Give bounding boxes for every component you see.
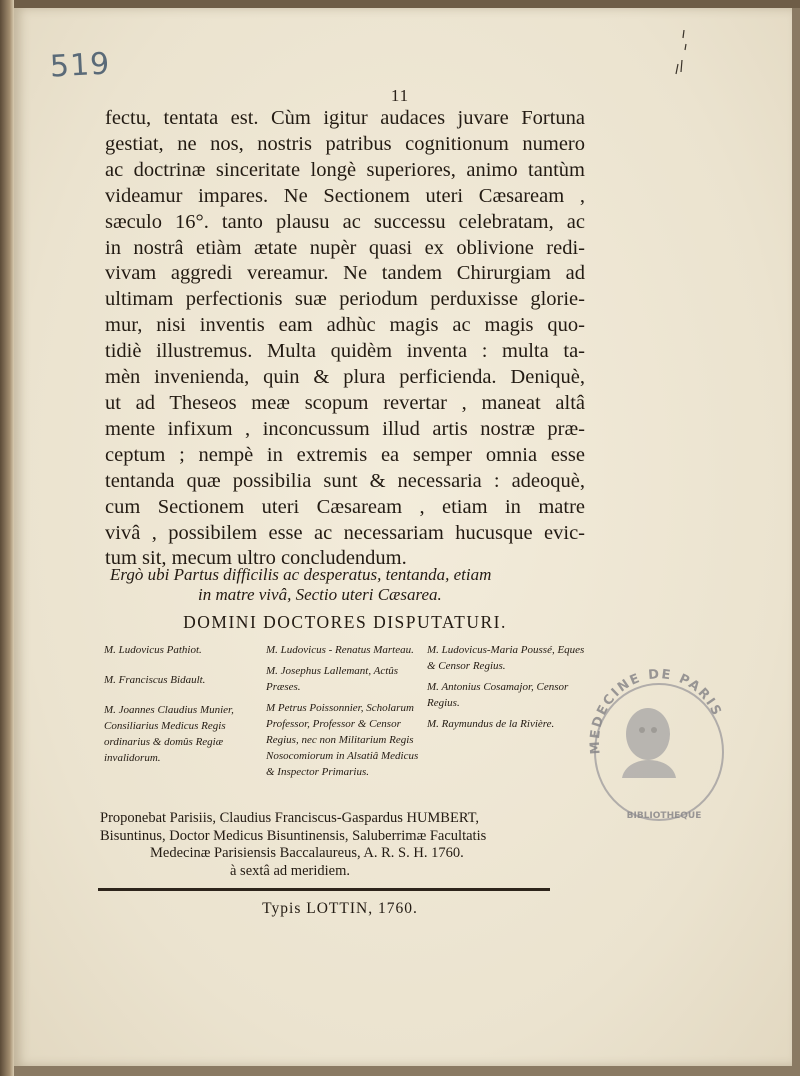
page-number: 11 bbox=[390, 86, 410, 105]
doctor-entry: M. Ludovicus Pathiot. bbox=[104, 644, 202, 656]
library-stamp bbox=[582, 658, 730, 826]
section-heading: DOMINI DOCTORES DISPUTATURI. bbox=[183, 612, 507, 632]
imprint-line-2: Bisuntinus, Doctor Medicus Bisuntinensis, Saluberrimæ Facultatis bbox=[100, 827, 487, 844]
body-line: tidiè illustremus. Multa quidèm inventa : multa ta- bbox=[105, 340, 585, 363]
page-top-edge bbox=[0, 0, 800, 8]
body-line: ac doctrinæ sinceritate longè superiores, animo tantùm bbox=[105, 158, 585, 181]
body-line: mèn invenienda, quin & plura perficienda. Deniquè, bbox=[105, 366, 585, 389]
conclusion bbox=[110, 565, 580, 605]
doctor-entry: M. Joannes Claudius Munier, Consiliarius Medicus Regis ordinarius & domûs Regiæ invalidorum. bbox=[104, 704, 234, 764]
body-line: tum sit, mecum ultro concludendum. bbox=[105, 547, 407, 570]
conclusion-line-1: Ergò ubi Partus difficilis ac desperatus, tentanda, etiam bbox=[110, 565, 492, 584]
margin-marks bbox=[670, 30, 700, 90]
stamp-bottom-text: BIBLIOTHEQUE bbox=[626, 811, 702, 821]
body-line: gestiat, ne nos, nostris patribus cognitionum numero bbox=[105, 132, 585, 155]
imprint-line-4: à sextâ ad meridiem. bbox=[230, 862, 350, 879]
doctor-entry: M. Raymundus de la Rivière. bbox=[427, 718, 555, 730]
doctor-entry: M. Josephus Lallemant, Actûs Præses. bbox=[266, 665, 399, 693]
body-line: mente infixum , inconcussum illud artis nostræ præ- bbox=[105, 417, 585, 440]
doctor-entry: M. Ludovicus - Renatus Marteau. bbox=[266, 644, 414, 656]
doctor-entry: M. Franciscus Bidault. bbox=[104, 674, 206, 686]
bust-portrait-icon bbox=[622, 708, 676, 778]
body-line: ultimam perfectionis suæ periodum perduxisse glorie- bbox=[105, 288, 585, 311]
body-text bbox=[105, 106, 585, 572]
doctor-entry: M Petrus Poissonnier, Scholarum Professor, Professor & Censor Regius, nec non Militarium Regis Nosocomiorum in Alsatiâ Medicus & Inspector Primarius. bbox=[266, 702, 419, 778]
body-line: in nostrâ etiàm ætate nupèr quasi ex oblivione redi- bbox=[105, 236, 585, 259]
body-line: cum Sectionem uteri Cæsaream , etiam in matre bbox=[105, 495, 585, 518]
body-line: vivam aggredi vereamur. Ne tandem Chirurgiam ad bbox=[105, 262, 585, 285]
body-line: ceptum ; nempè in extremis ea semper omnia esse bbox=[105, 443, 585, 466]
doctors-column-2 bbox=[266, 642, 421, 785]
body-line: vivâ , possibilem esse ac necessariam hucusque evic- bbox=[105, 521, 585, 544]
imprint bbox=[100, 810, 570, 880]
shelfmark: 519 bbox=[49, 46, 112, 85]
body-line: sæculo 16°. tanto plausu ac successu celebratam, ac bbox=[105, 210, 585, 233]
body-line: videamur impares. Ne Sectionem uteri Cæsaream , bbox=[105, 184, 585, 207]
imprint-line-1: Proponebat Parisiis, Claudius Franciscus-Gaspardus HUMBERT, bbox=[100, 810, 480, 826]
doctors-column-3 bbox=[427, 642, 587, 737]
body-line: ut ad Theseos meæ scopum revertar , maneat altâ bbox=[105, 391, 585, 414]
stamp-outer-text: MEDECINE DE PARIS bbox=[587, 667, 725, 755]
conclusion-line-2: in matre vivâ, Sectio uteri Cæsarea. bbox=[198, 585, 442, 604]
printer-line: Typis LOTTIN, 1760. bbox=[262, 900, 418, 917]
horizontal-rule bbox=[98, 888, 550, 891]
doctor-entry: M. Ludovicus-Maria Poussé, Eques & Censor Regius. bbox=[427, 644, 585, 672]
body-line: fectu, tentata est. Cùm igitur audaces juvare Fortuna bbox=[105, 107, 585, 129]
doctors-column-1 bbox=[104, 642, 259, 771]
body-line: mur, nisi inventis eam adhùc magis ac magis quo- bbox=[105, 314, 585, 337]
imprint-line-3: Medecinæ Parisiensis Baccalaureus, A. R. S. H. 1760. bbox=[150, 845, 464, 861]
doctor-entry: M. Antonius Cosamajor, Censor Regius. bbox=[427, 681, 569, 709]
body-line: tentanda quæ possibilia sunt & necessaria : adeoquè, bbox=[105, 469, 585, 492]
